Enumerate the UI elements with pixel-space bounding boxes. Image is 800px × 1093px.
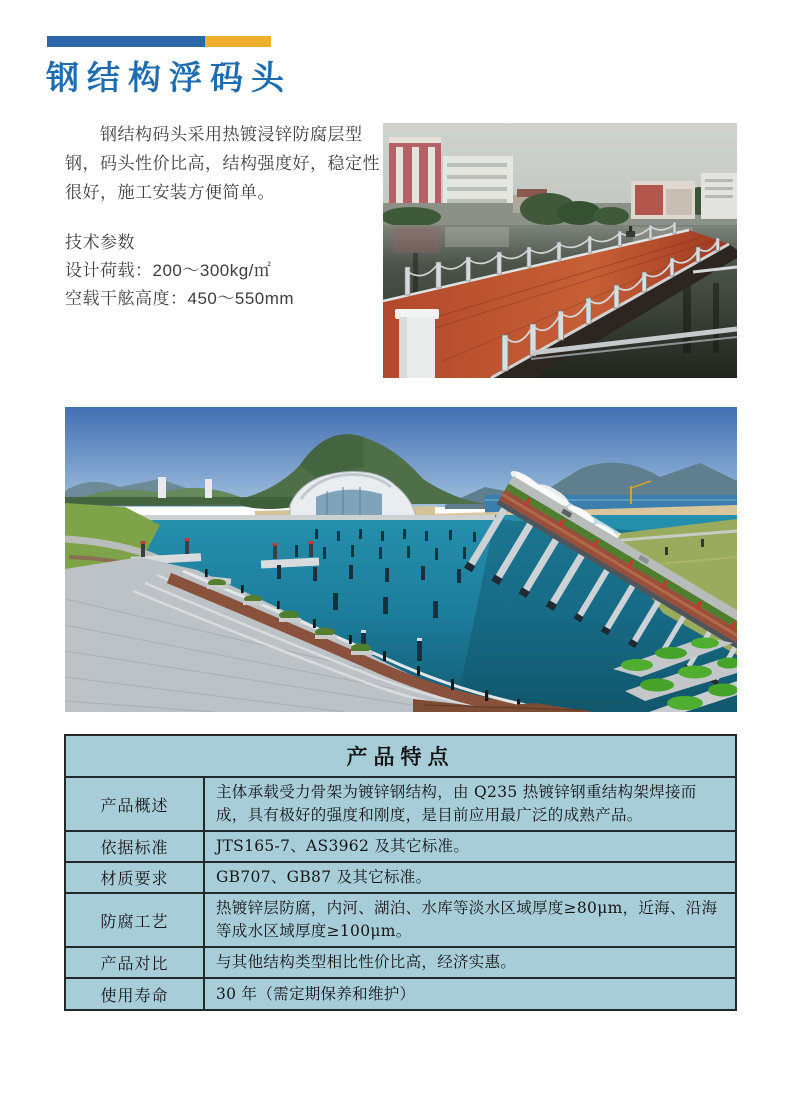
row-content xyxy=(205,778,735,830)
row-label: 产品对比 xyxy=(66,948,205,977)
row-label: 防腐工艺 xyxy=(66,894,205,946)
table-row xyxy=(66,776,735,830)
row-label: 产品概述 xyxy=(66,778,205,830)
row-content-text: 30 年（需定期保养和维护） xyxy=(216,984,416,1003)
row-content xyxy=(205,863,735,892)
dock-photo xyxy=(383,123,737,378)
row-content-text: GB707、GB87 及其它标准。 xyxy=(216,868,432,886)
dock-photo-graphic xyxy=(383,123,737,378)
row-content xyxy=(205,948,735,977)
feature-table xyxy=(64,734,737,1011)
table-row xyxy=(66,892,735,946)
page-title: 钢结构浮码头 xyxy=(46,59,292,96)
row-content-text: JTS165-7、AS3962 及其它标准。 xyxy=(216,837,470,855)
row-content xyxy=(205,979,735,1009)
marina-photo xyxy=(65,407,737,712)
row-label: 使用寿命 xyxy=(66,979,205,1009)
tech-params-block xyxy=(65,229,395,313)
feature-table-title: 产品特点 xyxy=(346,744,455,769)
marina-photo-graphic xyxy=(65,407,737,712)
row-content xyxy=(205,832,735,861)
row-content xyxy=(205,894,735,946)
tech-params-heading: 技术参数 xyxy=(65,233,135,252)
header-accent-bar-yellow xyxy=(205,36,271,47)
dock-photo-sky xyxy=(383,123,737,227)
row-content-text: 与其他结构类型相比性价比高，经济实惠。 xyxy=(216,953,517,971)
table-row xyxy=(66,946,735,977)
row-content-text: 主体承载受力骨架为镀锌钢结构，由 Q235 热镀锌钢重结构架焊接而成，具有极好的强度和刚度，是目前应用最广泛的成熟产品。 xyxy=(216,783,697,824)
tech-params-freeboard: 空载干舷高度：450～550mm xyxy=(65,289,295,308)
table-row xyxy=(66,830,735,861)
row-label: 依据标准 xyxy=(66,832,205,861)
table-row xyxy=(66,861,735,892)
header-accent-bar-blue xyxy=(47,36,205,47)
table-row xyxy=(66,977,735,1009)
row-label: 材质要求 xyxy=(66,863,205,892)
intro-paragraph: 钢结构码头采用热镀浸锌防腐层型钢，码头性价比高，结构强度好，稳定性很好，施工安装方便简单。 xyxy=(65,125,380,202)
row-content-text: 热镀锌层防腐，内河、湖泊、水库等淡水区域厚度≥80μm，近海、沿海等成水区域厚度≥100μm。 xyxy=(216,899,718,940)
tech-params-design-load: 设计荷载：200～300kg/㎡ xyxy=(65,261,272,280)
